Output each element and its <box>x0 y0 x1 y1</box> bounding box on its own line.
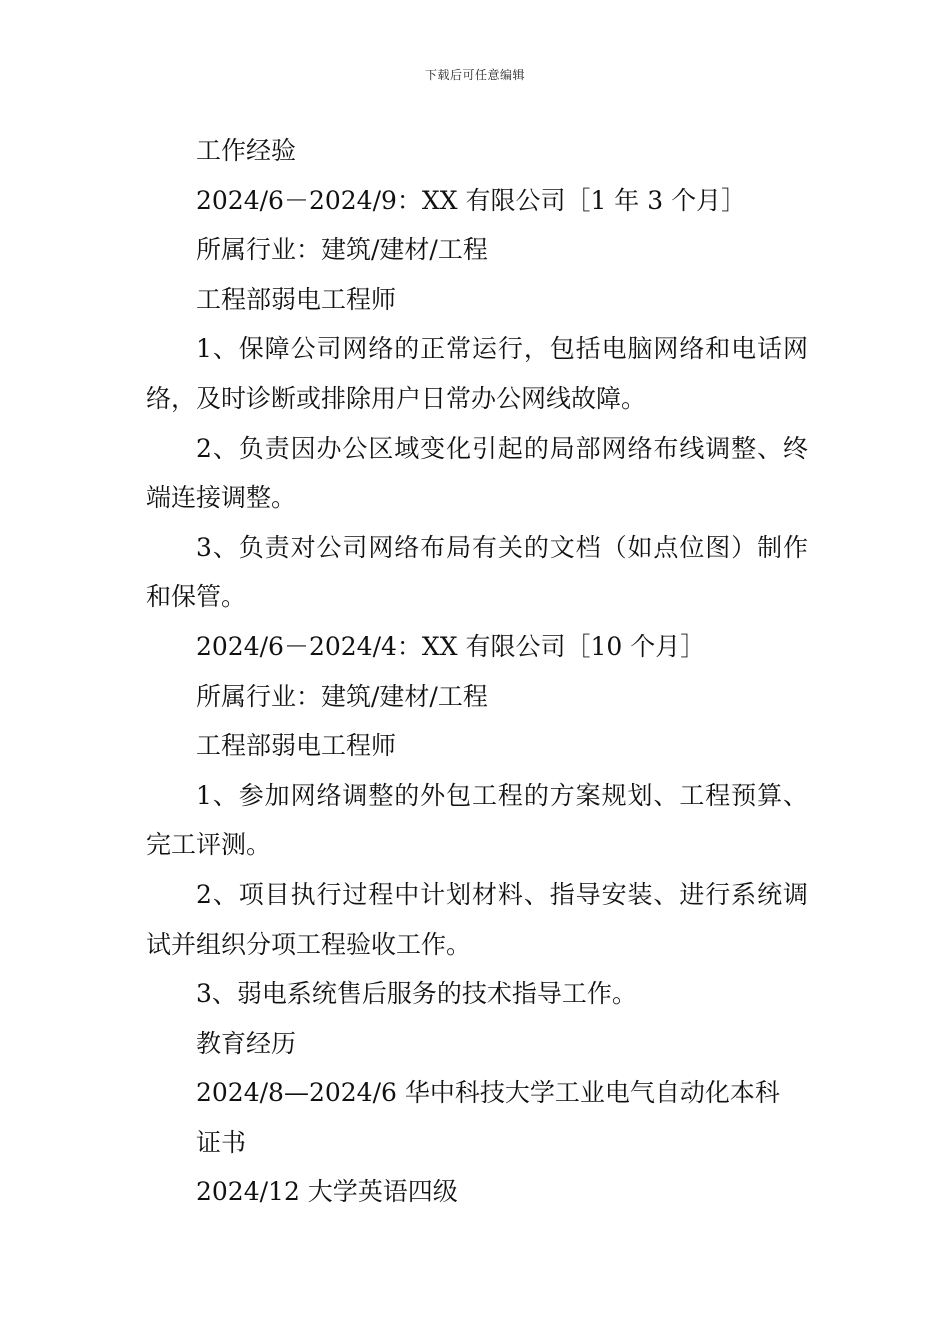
job1-duty-2: 2、负责因办公区域变化引起的局部网络布线调整、终端连接调整。 <box>146 433 808 513</box>
certificate-item: 2024/12 大学英语四级 <box>196 1177 458 1207</box>
education-heading: 教育经历 <box>196 1028 297 1058</box>
job1-duty-3: 3、负责对公司网络布局有关的文档（如点位图）制作和保管。 <box>146 532 808 612</box>
job1-duty-1: 1、保障公司网络的正常运行，包括电脑网络和电话网络，及时诊断或排除用户日常办公网线故障。 <box>146 334 808 413</box>
download-note: 下载后可任意编辑 <box>424 68 525 82</box>
job1-position: 工程部弱电工程师 <box>196 284 397 314</box>
job2-duty-3: 3、弱电系统售后服务的技术指导工作。 <box>196 979 637 1009</box>
job2-duty-2: 2、项目执行过程中计划材料、指导安装、进行系统调试并组织分项工程验收工作。 <box>146 879 808 959</box>
job2-position: 工程部弱电工程师 <box>196 731 397 761</box>
certificate-heading: 证书 <box>196 1127 247 1157</box>
education-item: 2024/8—2024/6 华中科技大学工业电气自动化本科 <box>196 1078 780 1108</box>
resume-content <box>146 126 808 1217</box>
work-experience-heading: 工作经验 <box>196 136 297 165</box>
job1-industry: 所属行业：建筑/建材/工程 <box>196 235 488 265</box>
job2-period: 2024/6－2024/4：XX 有限公司［10 个月］ <box>196 631 706 661</box>
job1-period: 2024/6－2024/9：XX 有限公司［1 年 3 个月］ <box>196 185 747 215</box>
job2-industry: 所属行业：建筑/建材/工程 <box>196 681 488 711</box>
job2-duty-1: 1、参加网络调整的外包工程的方案规划、工程预算、完工评测。 <box>146 780 808 860</box>
